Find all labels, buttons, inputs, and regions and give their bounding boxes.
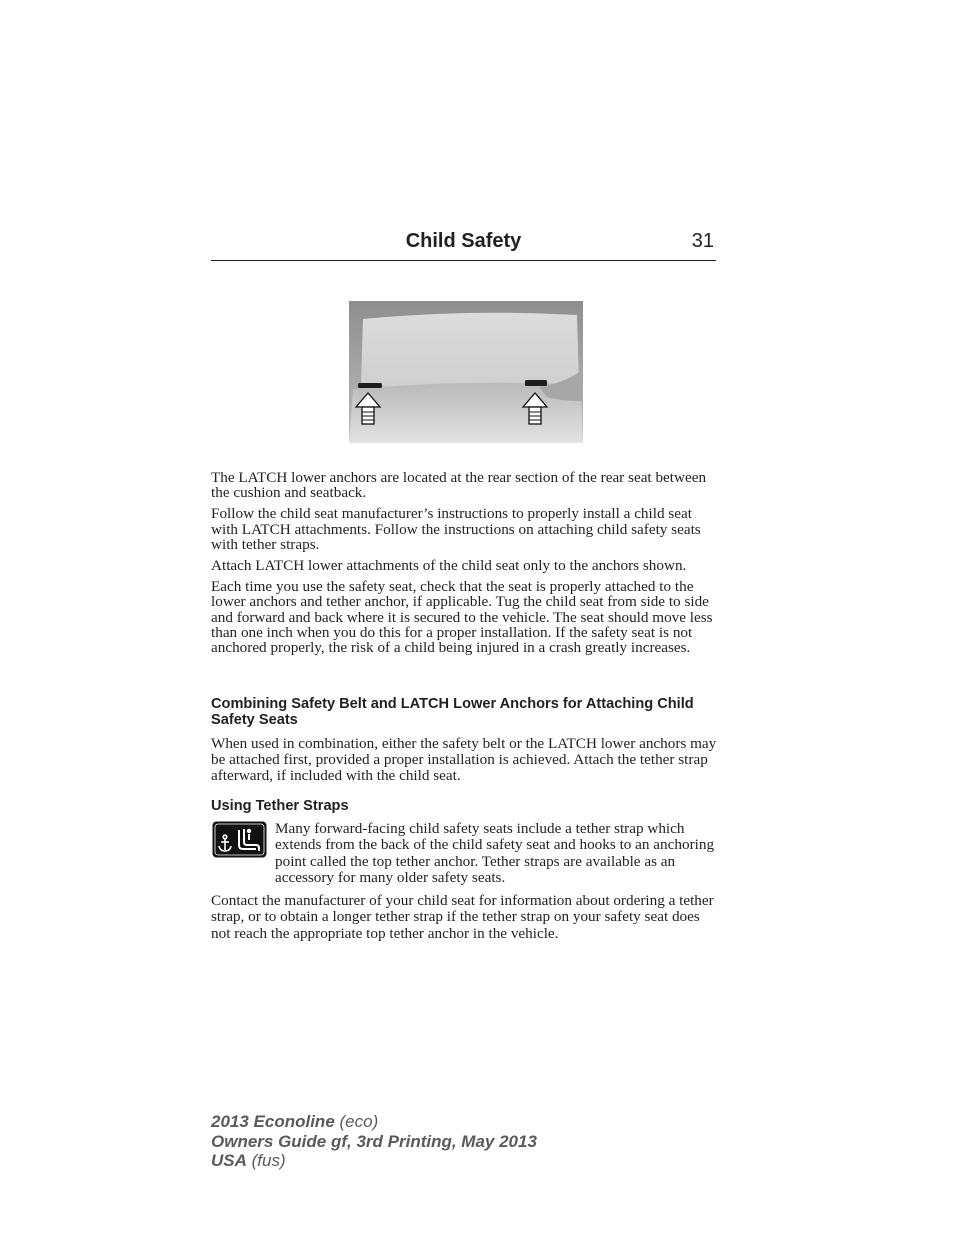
paragraph-latch-location: The LATCH lower anchors are located at the rear section of the rear seat between the cushion and seatback. bbox=[211, 469, 707, 502]
footer-guide: Owners Guide gf, 3rd Printing, May 2013 bbox=[211, 1131, 537, 1151]
paragraph-combination: When used in combination, either the safety belt or the LATCH lower anchors may be attached first, provided a proper installation is achieved. Attach the tether strap afterward, if included with the child seat. bbox=[211, 735, 717, 784]
tether-text bbox=[275, 821, 725, 892]
heading-combining: Combining Safety Belt and LATCH Lower Anchors for Attaching Child Safety Seats bbox=[211, 696, 694, 728]
page-footer bbox=[211, 1112, 661, 1171]
paragraph-contact-manufacturer: Contact the manufacturer of your child seat for information about ordering a tether strap, or to obtain a longer tether strap if the tether strap on your safety seat does not reach the appropriate top tether anchor in the vehicle. bbox=[211, 892, 714, 942]
child-seat-tether-anchor-icon bbox=[212, 821, 267, 858]
footer-model-code: (eco) bbox=[339, 1112, 379, 1131]
combining-text bbox=[211, 736, 721, 790]
heading-tether-straps: Using Tether Straps bbox=[211, 798, 349, 814]
paragraph-attach-latch: Attach LATCH lower attachments of the child seat only to the anchors shown. bbox=[211, 557, 687, 575]
paragraph-follow-instructions: Follow the child seat manufacturer’s instructions to properly install a child seat with LATCH attachments. Follow the instructions on attaching child safety seats with tether straps. bbox=[211, 505, 701, 553]
page-number: 31 bbox=[691, 230, 714, 252]
section-title: Child Safety bbox=[405, 230, 522, 252]
footer-line-region bbox=[211, 1151, 661, 1171]
footer-line-model bbox=[211, 1112, 661, 1132]
footer-line-guide bbox=[211, 1132, 661, 1152]
footer-region: USA bbox=[211, 1151, 247, 1170]
footer-region-code: (fus) bbox=[251, 1151, 286, 1170]
latch-lower-anchors-figure bbox=[349, 301, 583, 443]
intro-text bbox=[211, 470, 721, 661]
contact-text bbox=[211, 893, 721, 948]
paragraph-tether-description: Many forward-facing child safety seats include a tether strap which extends from the back of the child safety seat and hooks to an anchoring point called the top tether anchor. Tether straps are available as an accessory for many older safety seats. bbox=[275, 820, 715, 886]
page-header bbox=[211, 228, 716, 261]
paragraph-check-seat: Each time you use the safety seat, check that the seat is properly attached to the lower anchors and tether anchor, if applicable. Tug the child seat from side to side and forward and back where it is secured to the vehicle. The seat should move less than one inch when you do this for a proper installation. If the safety seat is not anchored properly, the risk of a child being injured in a crash greatly increases. bbox=[211, 578, 713, 657]
footer-model: 2013 Econoline bbox=[211, 1112, 335, 1131]
